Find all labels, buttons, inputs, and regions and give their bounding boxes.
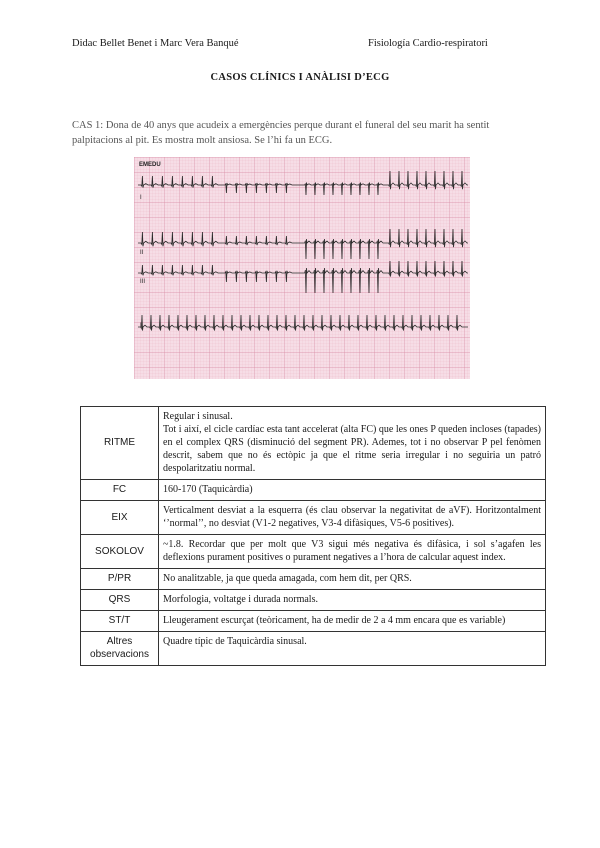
row-value: 160-170 (Taquicàrdia) xyxy=(159,480,546,501)
row-value: Quadre típic de Taquicàrdia sinusal. xyxy=(159,632,546,666)
row-value: Morfologia, voltatge i durada normals. xyxy=(159,590,546,611)
ecg-lead-label: I xyxy=(140,195,142,201)
table-row xyxy=(81,501,546,535)
row-value: Regular i sinusal. Tot i així, el cicle cardíac esta tant accelerat (alta FC) que les ones P queden incloses (tapades) en el complex QRS (disminució del segment PR). Ademes, tot i no observar P pel fenòmen descrit, sabem que no és ectòpic ja que el ritme seria irregular i no seguiria un patró despolaritzatiu normal. xyxy=(159,407,546,480)
table-row xyxy=(81,480,546,501)
row-label: FC xyxy=(81,480,159,501)
row-label: EIX xyxy=(81,501,159,535)
ecg-lead-label: II xyxy=(140,250,144,256)
ecg-top-label: EMEDU xyxy=(139,162,161,168)
ecg-tracing xyxy=(134,157,470,379)
row-label: SOKOLOV xyxy=(81,535,159,569)
page-title: CASOS CLÍNICS I ANÀLISI D’ECG xyxy=(210,72,390,83)
ecg-lead-label: I xyxy=(140,323,142,329)
table-row xyxy=(81,632,546,666)
table-row xyxy=(81,407,546,480)
ecg-grid xyxy=(134,157,470,379)
row-value: Lleugerament escurçat (teòricament, ha de medir de 2 a 4 mm encara que es variable) xyxy=(159,611,546,632)
table-row xyxy=(81,590,546,611)
row-value: No analitzable, ja que queda amagada, com hem dit, per QRS. xyxy=(159,569,546,590)
row-label: ST/T xyxy=(81,611,159,632)
row-label: P/PR xyxy=(81,569,159,590)
ecg-figure xyxy=(134,157,470,379)
case1-description: CAS 1: Dona de 40 anys que acudeix a emergències perque durant el funeral del seu marit ha sentit palpitacions al pit. Es mostra molt ansiosa. Se l’hi fa un ECG. xyxy=(72,120,490,146)
header-subject: Fisiología Cardio-respiratori xyxy=(368,38,488,49)
row-label: QRS xyxy=(81,590,159,611)
header-authors: Didac Bellet Benet i Marc Vera Banqué xyxy=(72,38,239,49)
row-value: Verticalment desviat a la esquerra (és clau observar la negativitat de aVF). Horitzontalment ‘’normal’’, no desviat (V1-2 negatives, V3-4 difàsiques, V5-6 positives). xyxy=(159,501,546,535)
row-value: ~1.8. Recordar que per molt que V3 sigui més negativa és difàsica, i sol s’agafen les deflexions purament positives o purament negatives a l’hora de calcular aquest index. xyxy=(159,535,546,569)
row-label: RITME xyxy=(81,407,159,480)
table-row xyxy=(81,611,546,632)
table-row xyxy=(81,535,546,569)
row-label: Altres observacions xyxy=(81,632,159,666)
findings-table xyxy=(80,406,546,666)
ecg-lead-label: III xyxy=(140,279,146,285)
table-row xyxy=(81,569,546,590)
